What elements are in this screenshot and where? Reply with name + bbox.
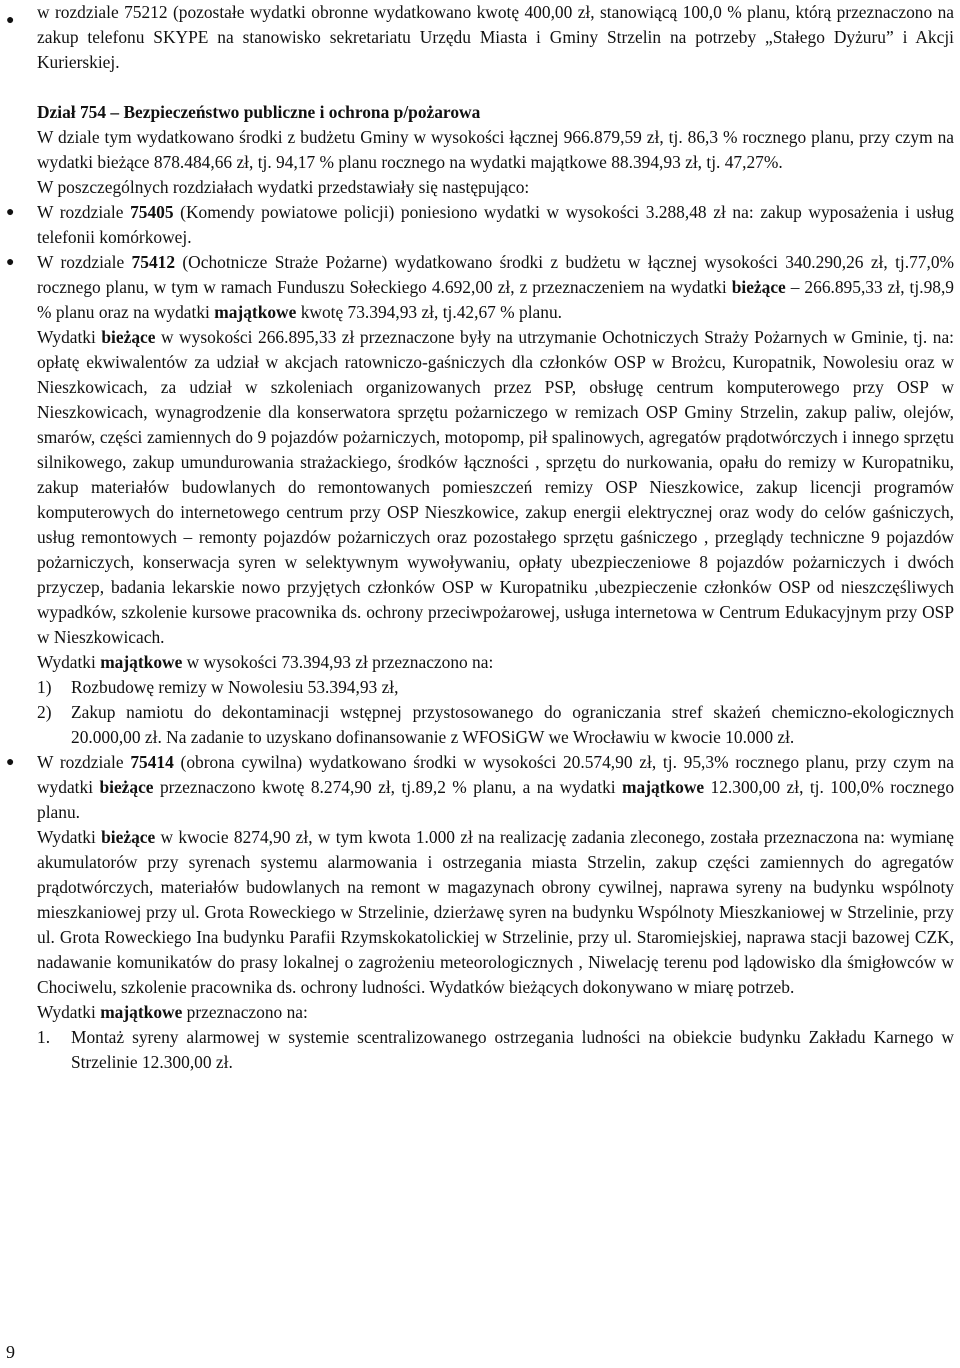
- page-number: 9: [6, 1342, 15, 1362]
- bullet-75412-pre: W rozdziale: [37, 252, 132, 272]
- bullet-75414-mid1: (obrona cywilna) wydatkowano środki w wysokości 20.574,90 zł, tj. 95,3% rocznego planu, przy czym na wydatki: [37, 752, 954, 797]
- list-item-number: 1.: [37, 1027, 51, 1047]
- capital-75412-bold: majątkowe: [100, 652, 183, 672]
- capital-75412-post: w wysokości 73.394,93 zł przeznaczono na:: [182, 652, 494, 672]
- bullet-75414-post: 12.300,00 zł, tj. 100,0% rocznego planu.: [37, 777, 955, 822]
- current-75412-post: w wysokości 266.895,33 zł przeznaczone były na utrzymanie Ochotniczych Straży Pożarnych w Gminie, tj. na: opłatę ekwiwalentów za udział w akcjach ratowniczo-gaśniczych dla członków OSP w Brożcu, Kuropatnik, Nowolesiu oraz w Nieszkowicach, za udział w szkoleniach organizowanych przez PSP, obsługę centrum komputerowego przy OSP w Nieszkowicach, wynagrodzenie dla konserwatora sprzętu pożarniczego w remizach OSP Gminy Strzelin, zakup paliw, olejów, smarów, części zamiennych do 9 pojazdów pożarniczych, motopomp, pił spalinowych, agregatów prądotwórczych i innego sprzętu silnikowego, zakup umundurowania strażackiego, środków łączności , sprzętu do nurkowania, opału do remizy w Kuropatniku, zakup materiałów budowlanych do remontowanych pomieszczeń remizy OSP Nieszkowice, zakup licencji programów komputerowych do internetowego centrum przy OSP Nieszkowice, zakup energii elektrycznej oraz wody do celów gaśniczych, usług remontowych – remonty pojazdów pożarniczych oraz pozostałego sprzętu gaśniczego , przeglądy techniczne 9 pojazdów pożarniczych, konserwacja syren w selektywnym wywoływaniu, opłaty ubezpieczeniowe 8 pojazdów pożarniczych i dwóch przyczep, badania lekarskie nowo przyjętych członków OSP w Kuropatniku ,ubezpieczenie członków OSP od nieszczęśliwych wypadków, szkolenie kursowe pracownika ds. ochrony przeciwpożarowej, usługa internetowa w Centrum Edukacyjnym przy OSP w Nieszkowicach.: [37, 327, 955, 647]
- bullet-icon: ●: [6, 13, 15, 28]
- current-75414-post: w kwocie 8274,90 zł, w tym kwota 1.000 zł na realizację zadania zleconego, została przeznaczona na: wymianę akumulatorów przy syrenach systemu alarmowania i ostrzegania miasta Strzelin, zakup części zamiennych do agregatów prądotwórczych, materiałów budowlanych na remont w magazynach obrony cywilnej, naprawa syreny na budynku wspólnoty mieszkaniowej przy ul. Grota Roweckiego w Strzelinie, dzierżawę syren na budynku Wspólnoty Mieszkaniowej w Strzelinie, przy ul. Grota Roweckiego Ina budynku Parafii Rzymskokatolickiej w Strzelinie, przy ul. Staromiejskiej, naprawa stacji bazowej CZK, nadawanie komunikatów do prasy lokalnej o zagrożeniu meteorologicznych , Niwelację terenu pod lądowisko dla śmigłowców w Chociwelu, szkolenie pracownika ds. ochrony ludności. Wydatków bieżących dokonywano w miarę potrzeb.: [37, 827, 954, 997]
- list-item-number: 1): [37, 677, 52, 697]
- bullet-75414-bold2: majątkowe: [622, 777, 705, 797]
- current-75414-bold: bieżące: [101, 827, 156, 847]
- list-item-text: Zakup namiotu do dekontaminacji wstępnej przystosowanego do ograniczania stref skażeń chemiczno-ekologicznych 20.000,00 zł. Na zadanie to uzyskano dofinansowanie z WFOSiGW we Wrocławiu w kwocie 10.000 zł.: [71, 702, 954, 747]
- bullet-75405-post: (Komendy powiatowe policji) poniesiono wydatki w wysokości 3.288,48 zł na: zakup wyposażenia i usług telefonii komórkowej.: [37, 202, 954, 247]
- chapter-code-75412: 75412: [131, 252, 176, 272]
- chapter-code-75414: 75414: [130, 752, 174, 772]
- text-column: [6, 0, 955, 1075]
- bullet-75412-post: kwotę 73.394,93 zł, tj.42,67 % planu.: [296, 302, 563, 322]
- paragraph-754-summary: W dziale tym wydatkowano środki z budżetu Gminy w wysokości łącznej 966.879,59 zł, tj. 86,3 % rocznego planu, przy czym na wydatki bieżące 878.484,66 zł, tj. 94,17 % planu rocznego na wydatki majątkowe 88.394,93 zł, tj. 47,27%.: [37, 127, 954, 172]
- capital-75414-bold: majątkowe: [100, 1002, 183, 1022]
- capital-75414-post: przeznaczono na:: [182, 1002, 308, 1022]
- list-item-text: Montaż syreny alarmowej w systemie scentralizowanego ostrzegania ludności na obiekcie budynku Zakładu Karnego w Strzelinie 12.300,00 zł.: [71, 1027, 954, 1072]
- bullet-75414-mid2: przeznaczono kwotę 8.274,90 zł, tj.89,2 % planu, a na wydatki: [153, 777, 623, 797]
- bullet-icon: ●: [6, 755, 15, 770]
- current-75412-pre: Wydatki: [37, 327, 102, 347]
- paragraph-75212: w rozdziale 75212 (pozostałe wydatki obronne wydatkowano kwotę 400,00 zł, stanowiącą 100,0 % planu, którą przeznaczono na zakup telefonu SKYPE na stanowisko sekretariatu Urzędu Miasta i Gminy Strzelin na potrzeby „Stałego Dyżuru” i Akcji Kurierskiej.: [37, 2, 954, 72]
- current-75412-bold: bieżące: [101, 327, 156, 347]
- capital-expenses-75412: [37, 650, 954, 675]
- bullet-75412: [6, 250, 955, 750]
- current-75414-pre: Wydatki: [37, 827, 102, 847]
- bullet-75414-pre: W rozdziale: [37, 752, 131, 772]
- chapter-code-75405: 75405: [130, 202, 174, 222]
- bullet-75405-pre: W rozdziale: [37, 202, 131, 222]
- paragraph-intro: W poszczególnych rozdziałach wydatki przedstawiały się następująco:: [37, 177, 530, 197]
- current-expenses-75412: [37, 325, 954, 650]
- capital-75412-pre: Wydatki: [37, 652, 101, 672]
- bullet-75405: [6, 200, 954, 250]
- bullet-icon: ●: [6, 255, 15, 270]
- capital-75414-pre: Wydatki: [37, 1002, 101, 1022]
- list-item-number: 2): [37, 702, 52, 722]
- bullet-75414: [6, 750, 955, 1075]
- bullet-75412-mid1: (Ochotnicze Straże Pożarne) wydatkowano środki z budżetu w łącznej wysokości 340.290,26 zł, tj.77,0% rocznego planu, w tym w ramach Funduszu Sołeckiego 4.692,00 zł, z przeznaczeniem na wydatki: [37, 252, 955, 297]
- list-item: [37, 675, 954, 700]
- bullet-75412-bold2: majątkowe: [214, 302, 297, 322]
- current-expenses-75414: [37, 825, 954, 1000]
- capital-expenses-75414: [37, 1000, 954, 1025]
- section-heading-754: Dział 754 – Bezpieczeństwo publiczne i ochrona p/pożarowa: [37, 102, 481, 122]
- list-item: [37, 1025, 954, 1075]
- list-item-text: Rozbudowę remizy w Nowolesiu 53.394,93 zł,: [71, 677, 399, 697]
- bullet-75412-bold1: bieżące: [731, 277, 786, 297]
- bullet-75414-bold1: bieżące: [99, 777, 154, 797]
- bullet-icon: ●: [6, 205, 15, 220]
- bullet-75412-mid2: – 266.895,33 zł, tj.98,9 % planu oraz na wydatki: [37, 277, 955, 322]
- list-item: [37, 700, 954, 750]
